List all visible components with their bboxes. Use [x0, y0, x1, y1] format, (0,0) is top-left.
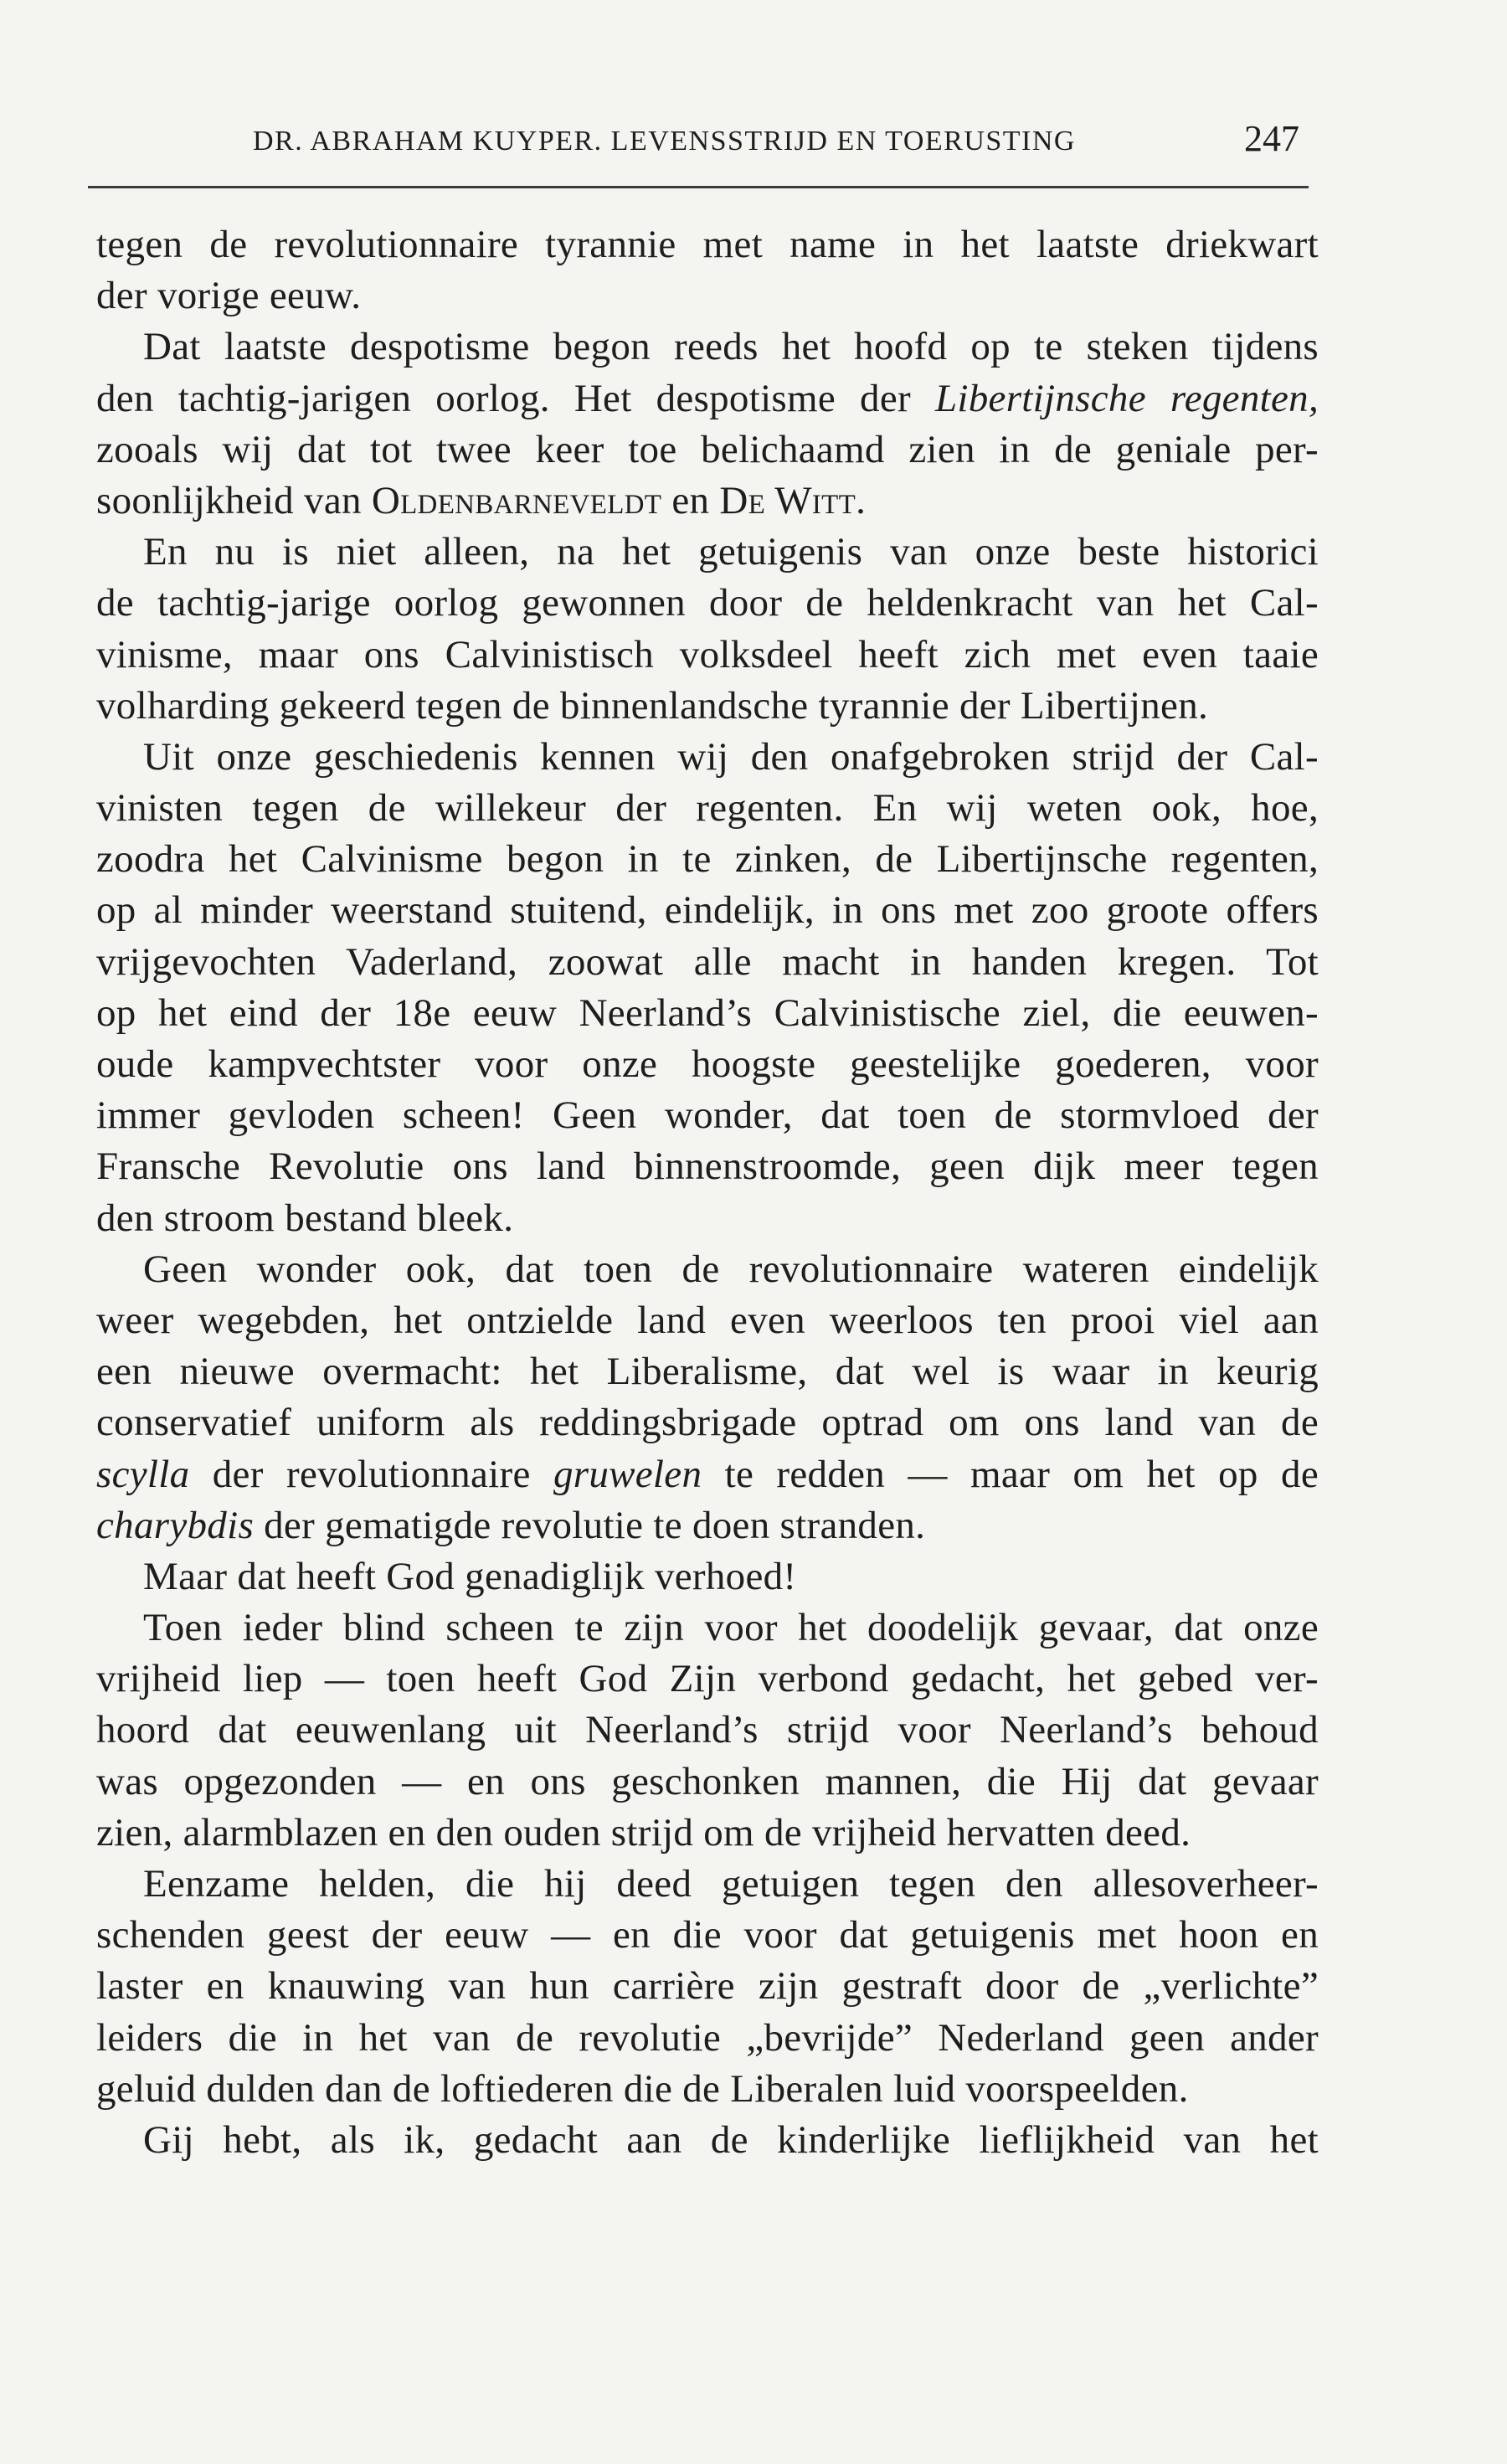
text-line: [96, 1039, 1319, 1090]
text-segment: scylla: [96, 1452, 190, 1496]
text-segment: vinisme, maar ons Calvinistisch volksdeel heeft zich met even taaie: [96, 632, 1319, 676]
text-line: [96, 219, 1319, 270]
text-line: [96, 1090, 1319, 1141]
text-segment: Gij hebt, als ik, gedacht aan de kinderlijke lieflijkheid van het: [143, 2117, 1319, 2162]
text-segment: tegen de revolutionnaire tyrannie met name in het laatste driekwart: [96, 223, 1319, 266]
text-line: [96, 885, 1319, 936]
text-segment: op het eind der 18e eeuw Neerland’s Calvinistische ziel, die eeuwen-: [96, 990, 1319, 1035]
text-segment: schenden geest der eeuw — en die voor dat getuigenis met hoon en: [96, 1913, 1319, 1957]
text-line: [96, 424, 1319, 476]
text-segment: charybdis: [96, 1503, 255, 1547]
text-line: [96, 681, 1319, 732]
text-segment: vinisten tegen de willekeur der regenten. En wij weten ook, hoe,: [96, 786, 1319, 831]
text-segment: der vorige eeuw.: [96, 274, 362, 318]
text-segment: geluid dulden dan de loftiederen die de Liberalen luid voorspeelden.: [96, 2066, 1189, 2111]
text-segment: weer wegebden, het ontzielde land even weerloos ten prooi viel aan: [96, 1298, 1319, 1342]
text-segment: oude kampvechtster voor onze hoogste geestelijke goederen, voor: [96, 1042, 1319, 1086]
text-segment: was opgezonden — en ons geschonken mannen, die Hij dat gevaar: [96, 1759, 1319, 1803]
text-segment: op al minder weerstand stuitend, eindelijk, in ons met zoo groote offers: [96, 888, 1319, 933]
text-line: [96, 1449, 1319, 1500]
text-line: [96, 783, 1319, 834]
text-line: [96, 578, 1319, 629]
text-segment: soonlijkheid van: [96, 478, 372, 522]
text-segment: gruwelen: [553, 1452, 702, 1496]
text-segment: de tachtig-jarige oorlog gewonnen door de heldenkracht van het Cal-: [96, 581, 1319, 625]
text-line: [96, 834, 1319, 885]
text-line: [96, 732, 1319, 783]
text-line: [96, 1193, 1319, 1244]
text-line: [96, 527, 1319, 578]
text-segment: Fransche Revolutie ons land binnenstroomde, geen dijk meer tegen: [96, 1145, 1319, 1189]
text-segment: Uit onze geschiedenis kennen wij den onafgebroken strijd der Cal-: [143, 734, 1319, 779]
text-segment: den stroom bestand bleek.: [96, 1196, 514, 1240]
text-segment: Maar dat heeft God genadiglijk verhoed!: [143, 1554, 797, 1598]
text-line: [96, 937, 1319, 988]
text-line: [96, 988, 1319, 1039]
text-segment: der gematigde revolutie te doen stranden.: [254, 1503, 926, 1547]
text-segment: een nieuwe overmacht: het Liberalisme, dat wel is waar in keurig: [96, 1350, 1319, 1394]
text-segment: volharding gekeerd tegen de binnenlandsche tyrannie der Libertijnen.: [96, 683, 1209, 728]
text-segment: En nu is niet alleen, na het getuigenis van onze beste historici: [143, 530, 1319, 574]
text-line: [96, 1346, 1319, 1397]
text-segment: den tachtig-jarigen oorlog. Het despotisme der: [96, 376, 935, 420]
text-segment: te redden — maar om het op de: [702, 1452, 1319, 1496]
text-line: [96, 2013, 1319, 2064]
text-segment: .: [856, 478, 867, 522]
page-header: [94, 116, 1308, 166]
text-segment: vrijgevochten Vaderland, zoowat alle macht in handen kregen. Tot: [96, 939, 1319, 984]
text-line: [96, 1397, 1319, 1448]
text-line: [96, 476, 1319, 527]
text-segment: Eenzame helden, die hij deed getuigen tegen den allesoverheer-: [143, 1862, 1319, 1906]
text-line: [96, 1961, 1319, 2012]
text-line: [96, 1295, 1319, 1346]
text-line: [96, 1551, 1319, 1602]
text-line: [96, 630, 1319, 681]
text-segment: conservatief uniform als reddingsbrigade optrad om ons land van de: [96, 1401, 1319, 1445]
text-segment: hoord dat eeuwenlang uit Neerland’s strijd voor Neerland’s behoud: [96, 1708, 1319, 1752]
text-line: [96, 322, 1319, 373]
text-segment: en: [661, 478, 720, 522]
text-line: [96, 1654, 1319, 1705]
text-segment: immer gevloden scheen! Geen wonder, dat toen de stormvloed der: [96, 1093, 1319, 1138]
body-text: [96, 219, 1319, 2166]
header-rule: [88, 186, 1309, 188]
text-line: [96, 1757, 1319, 1808]
text-segment: Toen ieder blind scheen te zijn voor het doodelijk gevaar, dat onze: [143, 1606, 1319, 1650]
text-segment: Oldenbarneveldt: [371, 478, 662, 522]
page-number: 247: [1244, 118, 1299, 159]
text-segment: zooals wij dat tot twee keer toe belichaamd zien in de geniale per-: [96, 427, 1319, 471]
text-line: [96, 2115, 1319, 2166]
text-line: [96, 1910, 1319, 1961]
text-line: [96, 1141, 1319, 1192]
text-line: [96, 373, 1319, 424]
text-segment: zien, alarmblazen en den ouden strijd om de vrijheid hervatten deed.: [96, 1810, 1191, 1854]
text-segment: leiders die in het van de revolutie „bevrijde” Nederland geen ander: [96, 2015, 1319, 2060]
text-segment: Libertijnsche regenten,: [934, 376, 1319, 420]
text-segment: zoodra het Calvinisme begon in te zinken, de Libertijnsche regenten,: [96, 837, 1319, 882]
text-segment: der revolutionnaire: [189, 1452, 553, 1496]
text-line: [96, 1602, 1319, 1654]
text-segment: Geen wonder ook, dat toen de revolutionnaire wateren eindelijk: [143, 1247, 1319, 1291]
text-line: [96, 2064, 1319, 2115]
text-line: [96, 1859, 1319, 1910]
text-line: [96, 1500, 1319, 1551]
text-segment: vrijheid liep — toen heeft God Zijn verbond gedacht, het gebed ver-: [96, 1657, 1319, 1701]
text-line: [96, 1705, 1319, 1756]
text-segment: Dat laatste despotisme begon reeds het hoofd op te steken tijdens: [143, 325, 1319, 369]
text-line: [96, 270, 1319, 322]
text-line: [96, 1808, 1319, 1859]
text-line: [96, 1244, 1319, 1295]
text-segment: laster en knauwing van hun carrière zijn gestraft door de „verlichte”: [96, 1964, 1319, 2009]
text-segment: De Witt: [719, 478, 856, 522]
running-title: DR. ABRAHAM KUYPER. LEVENSSTRIJD EN TOERUSTING: [253, 126, 1076, 157]
